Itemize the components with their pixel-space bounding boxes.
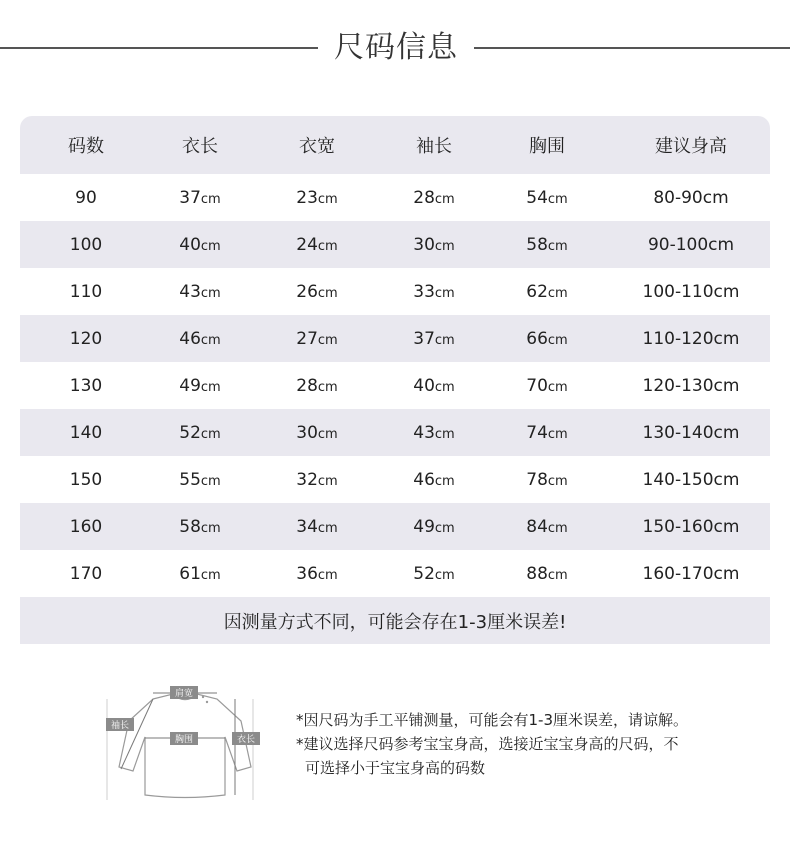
table-header: [20, 116, 770, 174]
measurement-note: 因测量方式不同，可能会存在1-3厘米误差!: [20, 597, 770, 644]
value: 55: [179, 469, 201, 490]
unit: cm: [317, 567, 338, 583]
unit: cm: [200, 191, 221, 207]
cell-length: [152, 470, 248, 490]
unit: cm: [317, 426, 338, 442]
cell-length: [152, 235, 248, 255]
unit: cm: [317, 285, 338, 301]
value: 66: [526, 328, 548, 349]
cell-size: 90: [75, 187, 97, 208]
unit: cm: [434, 379, 455, 395]
value: 37: [413, 328, 435, 349]
cell-height: 140-150cm: [642, 469, 740, 490]
cell-width: [248, 470, 386, 490]
cell-height: 110-120cm: [642, 328, 740, 349]
value: 32: [296, 469, 318, 490]
table-row: [20, 362, 770, 409]
cell-chest: [482, 282, 612, 302]
unit: cm: [547, 332, 568, 348]
value: 34: [296, 516, 318, 537]
cell-height: 80-90cm: [653, 187, 729, 208]
value: 30: [296, 422, 318, 443]
unit: cm: [434, 238, 455, 254]
value: 23: [296, 187, 318, 208]
value: 37: [179, 187, 201, 208]
cell-chest: [482, 564, 612, 584]
table-row: [20, 268, 770, 315]
footnote-1: *因尺码为手工平铺测量，可能会有1-3厘米误差，请谅解。: [296, 711, 689, 729]
cell-width: [248, 282, 386, 302]
unit: cm: [200, 567, 221, 583]
unit: cm: [547, 567, 568, 583]
cell-size: 130: [69, 375, 103, 396]
cell-width: [248, 564, 386, 584]
header-width: 衣宽: [299, 136, 335, 157]
table-row: [20, 174, 770, 221]
value: 40: [413, 375, 435, 396]
cell-size: 170: [69, 563, 103, 584]
value: 43: [179, 281, 201, 302]
cell-length: [152, 423, 248, 443]
shirt-illustration: [103, 685, 260, 805]
value: 52: [413, 563, 435, 584]
cell-width: [248, 188, 386, 208]
value: 24: [296, 234, 318, 255]
title-divider-left: [0, 47, 318, 49]
page-title: 尺码信息: [334, 30, 458, 65]
unit: cm: [200, 238, 221, 254]
value: 88: [526, 563, 548, 584]
unit: cm: [434, 285, 455, 301]
cell-height: 150-160cm: [642, 516, 740, 537]
value: 49: [179, 375, 201, 396]
value: 58: [526, 234, 548, 255]
value: 54: [526, 187, 548, 208]
footnote-3: 可选择小于宝宝身高的码数: [305, 759, 486, 777]
unit: cm: [317, 473, 338, 489]
cell-length: [152, 329, 248, 349]
unit: cm: [547, 238, 568, 254]
table-row: [20, 315, 770, 362]
cell-length: [152, 282, 248, 302]
cell-sleeve: [386, 282, 482, 302]
value: 58: [179, 516, 201, 537]
cell-sleeve: [386, 235, 482, 255]
cell-size: 120: [69, 328, 103, 349]
cell-chest: [482, 188, 612, 208]
sleeve-label: 袖长: [110, 721, 130, 731]
cell-length: [152, 517, 248, 537]
cell-sleeve: [386, 188, 482, 208]
header-sleeve: 袖长: [416, 136, 452, 157]
title-row: [0, 22, 790, 72]
value: 40: [179, 234, 201, 255]
cell-width: [248, 517, 386, 537]
value: 46: [413, 469, 435, 490]
cell-size: 110: [69, 281, 103, 302]
cell-size: 140: [69, 422, 103, 443]
footnote-2: *建议选择尺码参考宝宝身高，选接近宝宝身高的尺码，不: [296, 735, 679, 753]
title-divider-right: [474, 47, 790, 49]
cell-height: 100-110cm: [642, 281, 740, 302]
value: 33: [413, 281, 435, 302]
cell-sleeve: [386, 329, 482, 349]
unit: cm: [547, 473, 568, 489]
value: 28: [296, 375, 318, 396]
cell-sleeve: [386, 376, 482, 396]
unit: cm: [200, 332, 221, 348]
header-chest: 胸围: [529, 136, 565, 157]
value: 74: [526, 422, 548, 443]
cell-sleeve: [386, 423, 482, 443]
value: 78: [526, 469, 548, 490]
unit: cm: [547, 520, 568, 536]
value: 36: [296, 563, 318, 584]
cell-width: [248, 329, 386, 349]
value: 27: [296, 328, 318, 349]
cell-height: 120-130cm: [642, 375, 740, 396]
unit: cm: [434, 426, 455, 442]
unit: cm: [317, 238, 338, 254]
garment-diagram: [103, 685, 260, 805]
footnotes: [296, 708, 776, 780]
unit: cm: [200, 473, 221, 489]
cell-width: [248, 235, 386, 255]
table-row: [20, 409, 770, 456]
unit: cm: [547, 191, 568, 207]
cell-length: [152, 376, 248, 396]
cell-height: 130-140cm: [642, 422, 740, 443]
value: 62: [526, 281, 548, 302]
cell-size: 160: [69, 516, 103, 537]
unit: cm: [434, 567, 455, 583]
value: 70: [526, 375, 548, 396]
unit: cm: [200, 285, 221, 301]
value: 28: [413, 187, 435, 208]
value: 30: [413, 234, 435, 255]
table-row: [20, 456, 770, 503]
cell-chest: [482, 470, 612, 490]
chest-label: 胸围: [174, 735, 194, 745]
cell-length: [152, 564, 248, 584]
cell-chest: [482, 517, 612, 537]
unit: cm: [547, 285, 568, 301]
cell-sleeve: [386, 517, 482, 537]
unit: cm: [434, 520, 455, 536]
unit: cm: [200, 379, 221, 395]
unit: cm: [434, 332, 455, 348]
unit: cm: [200, 426, 221, 442]
cell-chest: [482, 423, 612, 443]
cell-chest: [482, 329, 612, 349]
cell-sleeve: [386, 564, 482, 584]
table-row: [20, 550, 770, 597]
length-label: 衣长: [236, 735, 256, 745]
value: 46: [179, 328, 201, 349]
cell-height: 90-100cm: [647, 234, 735, 255]
unit: cm: [317, 520, 338, 536]
unit: cm: [547, 426, 568, 442]
value: 43: [413, 422, 435, 443]
value: 84: [526, 516, 548, 537]
value: 49: [413, 516, 435, 537]
header-height: 建议身高: [655, 136, 727, 157]
unit: cm: [434, 473, 455, 489]
header-length: 衣长: [182, 136, 218, 157]
value: 26: [296, 281, 318, 302]
cell-sleeve: [386, 470, 482, 490]
cell-length: [152, 188, 248, 208]
cell-size: 150: [69, 469, 103, 490]
unit: cm: [317, 332, 338, 348]
cell-size: 100: [69, 234, 103, 255]
cell-height: 160-170cm: [642, 563, 740, 584]
unit: cm: [200, 520, 221, 536]
unit: cm: [434, 191, 455, 207]
value: 61: [179, 563, 201, 584]
cell-chest: [482, 235, 612, 255]
value: 52: [179, 422, 201, 443]
cell-width: [248, 423, 386, 443]
table-row: [20, 503, 770, 550]
table-row: [20, 221, 770, 268]
cell-width: [248, 376, 386, 396]
cell-chest: [482, 376, 612, 396]
header-size: 码数: [68, 136, 104, 157]
unit: cm: [317, 191, 338, 207]
shoulder-label: 肩宽: [174, 689, 194, 699]
size-table: [20, 116, 770, 644]
unit: cm: [547, 379, 568, 395]
unit: cm: [317, 379, 338, 395]
